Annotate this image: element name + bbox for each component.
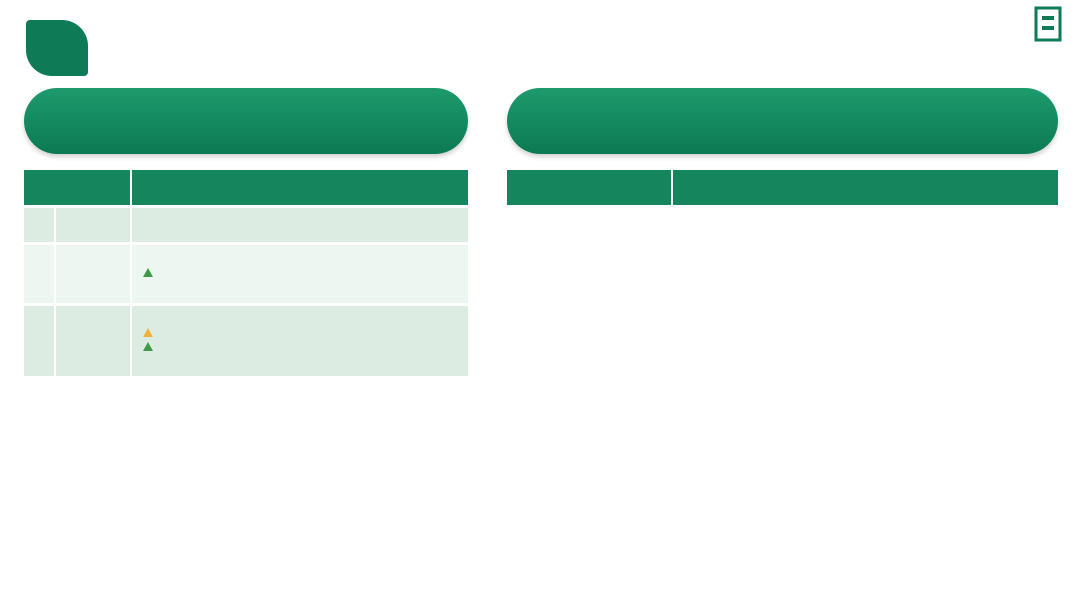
col-chapter-header [507,170,673,205]
col-content-header [132,170,468,205]
chapter-title [56,306,132,376]
table-row [24,208,468,242]
right-banner [507,88,1058,154]
green-triangle-icon [143,342,153,351]
chapter-content [132,306,468,376]
left-comparison-table [24,167,468,379]
col-content-header [673,170,1058,205]
crc-logo-icon [1034,6,1062,42]
table-header-row [24,170,468,205]
chapter-number [24,245,56,303]
table-header-row [507,170,1058,205]
content-line [140,267,460,281]
section-number-badge [26,20,88,76]
green-triangle-icon [143,268,153,277]
chapter-number [24,208,56,242]
chapter-content [132,245,468,303]
table-row [24,245,468,303]
content-line [140,327,460,341]
chapter-number [24,306,56,376]
content-line [140,341,460,355]
chapter-content [132,208,468,242]
chapter-title [56,208,132,242]
col-chapter-header [24,170,132,205]
table-row [24,306,468,376]
left-banner [24,88,468,154]
yellow-triangle-icon [143,328,153,337]
crc-logo [1020,6,1076,62]
section-number [26,20,88,76]
chapter-title [56,245,132,303]
right-comparison-table [507,167,1058,208]
